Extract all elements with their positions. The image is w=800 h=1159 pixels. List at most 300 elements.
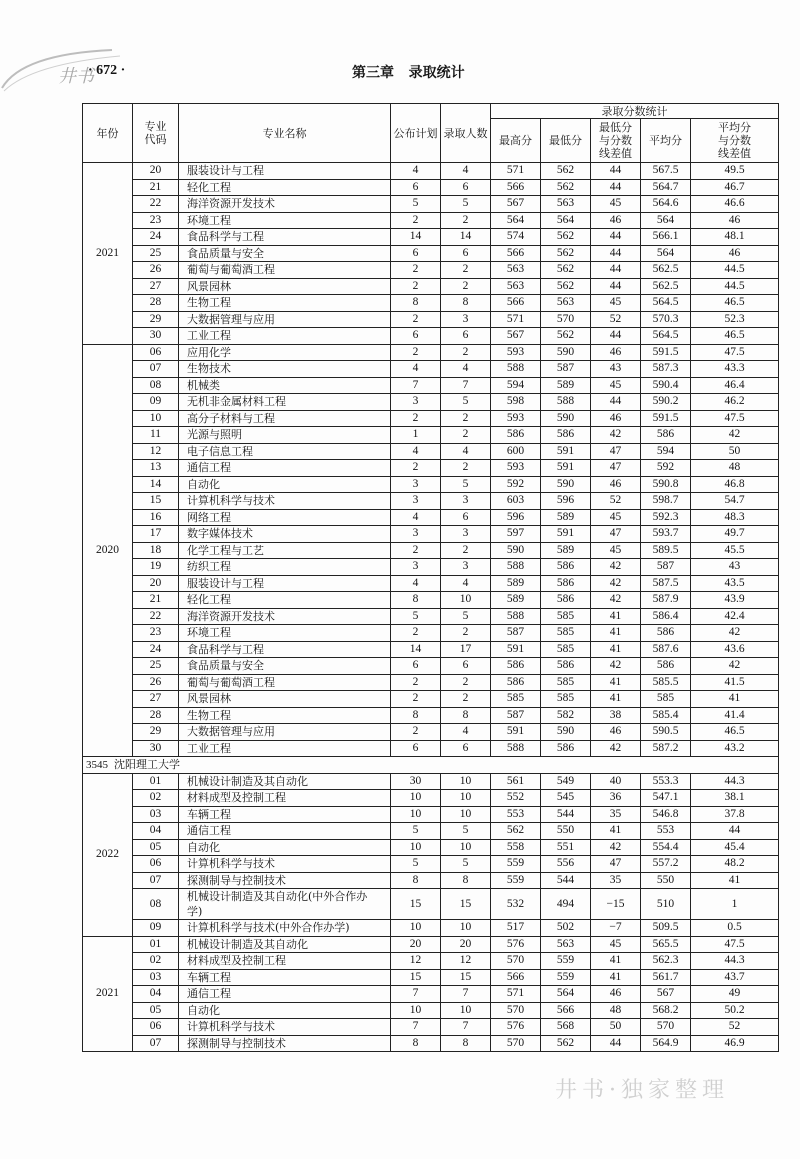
max-score-cell: 591 [491, 724, 541, 741]
plan-count-cell: 2 [391, 625, 441, 642]
max-score-cell: 587 [491, 625, 541, 642]
table-row [83, 344, 779, 361]
min-score-cell: 566 [541, 1002, 591, 1019]
avg-score-cell: 557.2 [641, 856, 691, 873]
avg-score-diff-cell: 48 [691, 460, 779, 477]
avg-score-cell: 550 [641, 872, 691, 889]
major-code-cell: 29 [133, 311, 179, 328]
min-score-diff-cell: 46 [591, 212, 641, 229]
min-score-diff-cell: 36 [591, 790, 641, 807]
avg-score-cell: 592.3 [641, 509, 691, 526]
max-score-cell: 596 [491, 509, 541, 526]
plan-count-cell: 4 [391, 163, 441, 180]
major-name-cell: 机械设计制造及其自动化 [179, 773, 391, 790]
avg-score-diff-cell: 47.5 [691, 410, 779, 427]
major-name-cell: 探测制导与控制技术 [179, 872, 391, 889]
min-score-diff-cell: 35 [591, 872, 641, 889]
max-score-cell: 571 [491, 986, 541, 1003]
max-score-cell: 570 [491, 1035, 541, 1052]
min-score-diff-cell: 41 [591, 691, 641, 708]
min-score-cell: 590 [541, 344, 591, 361]
table-row [83, 986, 779, 1003]
table-row [83, 658, 779, 675]
table-row [83, 707, 779, 724]
major-code-cell: 28 [133, 707, 179, 724]
avg-score-diff-cell: 45.4 [691, 839, 779, 856]
table-row [83, 592, 779, 609]
plan-count-cell: 4 [391, 443, 441, 460]
avg-score-diff-cell: 49.7 [691, 526, 779, 543]
major-code-cell: 17 [133, 526, 179, 543]
major-code-cell: 20 [133, 163, 179, 180]
avg-score-diff-cell: 42 [691, 427, 779, 444]
max-score-cell: 570 [491, 953, 541, 970]
admitted-count-cell: 2 [441, 674, 491, 691]
plan-count-cell: 2 [391, 542, 441, 559]
major-code-cell: 07 [133, 872, 179, 889]
avg-score-diff-cell: 49 [691, 986, 779, 1003]
table-row [83, 196, 779, 213]
max-score-cell: 592 [491, 476, 541, 493]
max-score-cell: 586 [491, 658, 541, 675]
max-score-cell: 589 [491, 592, 541, 609]
min-score-cell: 544 [541, 806, 591, 823]
major-code-cell: 24 [133, 641, 179, 658]
table-row [83, 641, 779, 658]
admitted-count-cell: 7 [441, 377, 491, 394]
major-code-cell: 30 [133, 740, 179, 757]
min-score-cell: 544 [541, 872, 591, 889]
min-score-diff-cell: 41 [591, 969, 641, 986]
school-name: 沈阳理工大学 [114, 757, 180, 771]
min-score-cell: 568 [541, 1019, 591, 1036]
plan-count-cell: 2 [391, 460, 441, 477]
major-code-cell: 07 [133, 1035, 179, 1052]
chapter-title: 第三章 录取统计 [352, 65, 465, 81]
header-row-top [83, 104, 779, 119]
plan-count-cell: 8 [391, 592, 441, 609]
major-code-cell: 06 [133, 856, 179, 873]
admitted-count-cell: 6 [441, 245, 491, 262]
min-score-cell: 563 [541, 936, 591, 953]
min-score-cell: 591 [541, 460, 591, 477]
max-score-cell: 562 [491, 823, 541, 840]
min-score-diff-cell: 46 [591, 344, 641, 361]
admitted-count-cell: 6 [441, 509, 491, 526]
year-cell: 2021 [83, 936, 133, 1052]
min-score-cell: 551 [541, 839, 591, 856]
major-name-cell: 服装设计与工程 [179, 575, 391, 592]
min-score-diff-cell: 46 [591, 410, 641, 427]
major-name-cell: 生物工程 [179, 295, 391, 312]
header-plan: 公布计划 [391, 104, 441, 163]
table-row [83, 262, 779, 279]
max-score-cell: 561 [491, 773, 541, 790]
max-score-cell: 588 [491, 740, 541, 757]
admitted-count-cell: 14 [441, 229, 491, 246]
max-score-cell: 553 [491, 806, 541, 823]
table-row [83, 839, 779, 856]
min-score-cell: 585 [541, 691, 591, 708]
avg-score-cell: 562.5 [641, 262, 691, 279]
plan-count-cell: 4 [391, 575, 441, 592]
plan-count-cell: 8 [391, 872, 441, 889]
table-row [83, 245, 779, 262]
admitted-count-cell: 3 [441, 559, 491, 576]
min-score-diff-cell: 42 [591, 559, 641, 576]
table-row [83, 724, 779, 741]
min-score-cell: 585 [541, 625, 591, 642]
max-score-cell: 559 [491, 856, 541, 873]
avg-score-cell: 567 [641, 986, 691, 1003]
plan-count-cell: 14 [391, 229, 441, 246]
min-score-diff-cell: 46 [591, 724, 641, 741]
major-code-cell: 23 [133, 212, 179, 229]
table-body [83, 163, 779, 1052]
major-code-cell: 23 [133, 625, 179, 642]
major-name-cell: 环境工程 [179, 625, 391, 642]
table-row [83, 953, 779, 970]
max-score-cell: 591 [491, 641, 541, 658]
admitted-count-cell: 8 [441, 872, 491, 889]
avg-score-cell: 564.5 [641, 328, 691, 345]
plan-count-cell: 10 [391, 920, 441, 937]
avg-score-cell: 509.5 [641, 920, 691, 937]
major-name-cell: 机械类 [179, 377, 391, 394]
avg-score-cell: 590.2 [641, 394, 691, 411]
admitted-count-cell: 6 [441, 740, 491, 757]
admitted-count-cell: 5 [441, 196, 491, 213]
plan-count-cell: 10 [391, 790, 441, 807]
major-name-cell: 材料成型及控制工程 [179, 790, 391, 807]
major-code-cell: 04 [133, 986, 179, 1003]
avg-score-cell: 554.4 [641, 839, 691, 856]
table-row [83, 773, 779, 790]
avg-score-cell: 586 [641, 427, 691, 444]
admitted-count-cell: 4 [441, 575, 491, 592]
admitted-count-cell: 15 [441, 889, 491, 920]
admitted-count-cell: 2 [441, 262, 491, 279]
table-row [83, 361, 779, 378]
min-score-diff-cell: 44 [591, 245, 641, 262]
major-name-cell: 葡萄与葡萄酒工程 [179, 674, 391, 691]
plan-count-cell: 8 [391, 707, 441, 724]
plan-count-cell: 6 [391, 328, 441, 345]
major-name-cell: 大数据管理与应用 [179, 311, 391, 328]
avg-score-cell: 586 [641, 658, 691, 675]
min-score-cell: 563 [541, 196, 591, 213]
avg-score-diff-cell: 44.3 [691, 773, 779, 790]
max-score-cell: 570 [491, 1002, 541, 1019]
max-score-cell: 588 [491, 608, 541, 625]
admitted-count-cell: 3 [441, 526, 491, 543]
min-score-diff-cell: 41 [591, 625, 641, 642]
admitted-count-cell: 4 [441, 361, 491, 378]
avg-score-cell: 564.9 [641, 1035, 691, 1052]
major-name-cell: 食品科学与工程 [179, 229, 391, 246]
avg-score-cell: 564 [641, 245, 691, 262]
plan-count-cell: 4 [391, 361, 441, 378]
avg-score-diff-cell: 43.6 [691, 641, 779, 658]
major-name-cell: 生物技术 [179, 361, 391, 378]
plan-count-cell: 2 [391, 344, 441, 361]
avg-score-cell: 567.5 [641, 163, 691, 180]
major-name-cell: 材料成型及控制工程 [179, 953, 391, 970]
avg-score-cell: 553.3 [641, 773, 691, 790]
admitted-count-cell: 10 [441, 1002, 491, 1019]
header-major-code: 专业 代码 [133, 104, 179, 163]
max-score-cell: 588 [491, 559, 541, 576]
admitted-count-cell: 17 [441, 641, 491, 658]
min-score-cell: 549 [541, 773, 591, 790]
max-score-cell: 566 [491, 245, 541, 262]
admission-stats-table [82, 103, 779, 1052]
min-score-diff-cell: 45 [591, 509, 641, 526]
max-score-cell: 598 [491, 394, 541, 411]
plan-count-cell: 3 [391, 526, 441, 543]
major-code-cell: 19 [133, 559, 179, 576]
min-score-cell: 562 [541, 278, 591, 295]
plan-count-cell: 10 [391, 1002, 441, 1019]
avg-score-diff-cell: 46 [691, 245, 779, 262]
admitted-count-cell: 2 [441, 460, 491, 477]
min-score-diff-cell: 42 [591, 740, 641, 757]
plan-count-cell: 2 [391, 691, 441, 708]
major-code-cell: 25 [133, 658, 179, 675]
max-score-cell: 571 [491, 311, 541, 328]
header-min-score: 最低分 [541, 119, 591, 163]
major-code-cell: 08 [133, 889, 179, 920]
major-name-cell: 环境工程 [179, 212, 391, 229]
major-name-cell: 数字媒体技术 [179, 526, 391, 543]
min-score-diff-cell: 43 [591, 361, 641, 378]
min-score-diff-cell: 45 [591, 295, 641, 312]
min-score-diff-cell: −7 [591, 920, 641, 937]
header-admitted: 录取人数 [441, 104, 491, 163]
avg-score-cell: 590.4 [641, 377, 691, 394]
admitted-count-cell: 15 [441, 969, 491, 986]
major-code-cell: 21 [133, 592, 179, 609]
max-score-cell: 564 [491, 212, 541, 229]
header-avg-score: 平均分 [641, 119, 691, 163]
table-header [83, 104, 779, 163]
admitted-count-cell: 4 [441, 724, 491, 741]
admitted-count-cell: 5 [441, 476, 491, 493]
min-score-diff-cell: 41 [591, 608, 641, 625]
plan-count-cell: 6 [391, 179, 441, 196]
plan-count-cell: 5 [391, 856, 441, 873]
min-score-cell: 596 [541, 493, 591, 510]
min-score-cell: 586 [541, 575, 591, 592]
admitted-count-cell: 10 [441, 773, 491, 790]
avg-score-cell: 590.5 [641, 724, 691, 741]
min-score-diff-cell: 42 [591, 839, 641, 856]
max-score-cell: 566 [491, 179, 541, 196]
min-score-diff-cell: 47 [591, 856, 641, 873]
avg-score-diff-cell: 43.2 [691, 740, 779, 757]
max-score-cell: 558 [491, 839, 541, 856]
max-score-cell: 590 [491, 542, 541, 559]
avg-score-diff-cell: 43.3 [691, 361, 779, 378]
avg-score-cell: 591.5 [641, 410, 691, 427]
avg-score-diff-cell: 41.5 [691, 674, 779, 691]
max-score-cell: 585 [491, 691, 541, 708]
admitted-count-cell: 10 [441, 592, 491, 609]
plan-count-cell: 3 [391, 559, 441, 576]
avg-score-diff-cell: 48.2 [691, 856, 779, 873]
major-name-cell: 食品质量与安全 [179, 658, 391, 675]
min-score-diff-cell: 46 [591, 986, 641, 1003]
avg-score-diff-cell: 46.8 [691, 476, 779, 493]
table-row [83, 889, 779, 920]
plan-count-cell: 10 [391, 839, 441, 856]
avg-score-diff-cell: 41 [691, 872, 779, 889]
min-score-diff-cell: 44 [591, 262, 641, 279]
min-score-cell: 590 [541, 410, 591, 427]
avg-score-cell: 562.5 [641, 278, 691, 295]
admitted-count-cell: 2 [441, 278, 491, 295]
avg-score-diff-cell: 46.4 [691, 377, 779, 394]
major-name-cell: 大数据管理与应用 [179, 724, 391, 741]
min-score-diff-cell: 41 [591, 641, 641, 658]
major-name-cell: 葡萄与葡萄酒工程 [179, 262, 391, 279]
plan-count-cell: 2 [391, 410, 441, 427]
avg-score-diff-cell: 43 [691, 559, 779, 576]
min-score-diff-cell: 42 [591, 575, 641, 592]
plan-count-cell: 1 [391, 427, 441, 444]
admitted-count-cell: 8 [441, 295, 491, 312]
table-row [83, 509, 779, 526]
major-name-cell: 高分子材料与工程 [179, 410, 391, 427]
admitted-count-cell: 10 [441, 839, 491, 856]
footer-watermark: 井书·独家整理 [555, 1078, 729, 1103]
min-score-diff-cell: 35 [591, 806, 641, 823]
min-score-cell: 590 [541, 476, 591, 493]
plan-count-cell: 3 [391, 476, 441, 493]
admitted-count-cell: 5 [441, 856, 491, 873]
major-code-cell: 06 [133, 1019, 179, 1036]
max-score-cell: 517 [491, 920, 541, 937]
admitted-count-cell: 6 [441, 179, 491, 196]
avg-score-diff-cell: 48.3 [691, 509, 779, 526]
plan-count-cell: 2 [391, 212, 441, 229]
avg-score-diff-cell: 46.2 [691, 394, 779, 411]
min-score-diff-cell: 42 [591, 592, 641, 609]
admitted-count-cell: 2 [441, 691, 491, 708]
max-score-cell: 567 [491, 328, 541, 345]
min-score-diff-cell: 41 [591, 674, 641, 691]
min-score-diff-cell: 44 [591, 163, 641, 180]
admitted-count-cell: 2 [441, 625, 491, 642]
header-min-diff: 最低分 与分数 线差值 [591, 119, 641, 163]
major-code-cell: 05 [133, 1002, 179, 1019]
max-score-cell: 589 [491, 575, 541, 592]
admitted-count-cell: 2 [441, 344, 491, 361]
major-name-cell: 机械设计制造及其自动化 [179, 936, 391, 953]
plan-count-cell: 3 [391, 493, 441, 510]
min-score-diff-cell: 44 [591, 229, 641, 246]
table-row [83, 872, 779, 889]
min-score-diff-cell: 44 [591, 328, 641, 345]
min-score-cell: 562 [541, 328, 591, 345]
header-year: 年份 [83, 104, 133, 163]
min-score-cell: 559 [541, 953, 591, 970]
avg-score-diff-cell: 46.5 [691, 328, 779, 345]
avg-score-cell: 561.7 [641, 969, 691, 986]
major-name-cell: 计算机科学与技术 [179, 1019, 391, 1036]
table-row [83, 1002, 779, 1019]
avg-score-cell: 564.7 [641, 179, 691, 196]
min-score-cell: 582 [541, 707, 591, 724]
plan-count-cell: 30 [391, 773, 441, 790]
major-code-cell: 15 [133, 493, 179, 510]
major-name-cell: 自动化 [179, 476, 391, 493]
major-code-cell: 26 [133, 674, 179, 691]
avg-score-diff-cell: 41.4 [691, 707, 779, 724]
min-score-cell: 589 [541, 542, 591, 559]
min-score-cell: 494 [541, 889, 591, 920]
major-name-cell: 通信工程 [179, 986, 391, 1003]
min-score-cell: 562 [541, 245, 591, 262]
table-row [83, 427, 779, 444]
major-code-cell: 24 [133, 229, 179, 246]
major-name-cell: 通信工程 [179, 460, 391, 477]
major-code-cell: 13 [133, 460, 179, 477]
plan-count-cell: 10 [391, 806, 441, 823]
avg-score-diff-cell: 46.5 [691, 295, 779, 312]
avg-score-cell: 587.5 [641, 575, 691, 592]
admitted-count-cell: 6 [441, 328, 491, 345]
table-row [83, 806, 779, 823]
max-score-cell: 593 [491, 460, 541, 477]
major-name-cell: 工业工程 [179, 328, 391, 345]
avg-score-cell: 547.1 [641, 790, 691, 807]
major-name-cell: 风景园林 [179, 278, 391, 295]
table-row [83, 212, 779, 229]
header-major-name: 专业名称 [179, 104, 391, 163]
plan-count-cell: 2 [391, 724, 441, 741]
plan-count-cell: 5 [391, 196, 441, 213]
plan-count-cell: 7 [391, 1019, 441, 1036]
avg-score-diff-cell: 44.5 [691, 262, 779, 279]
admitted-count-cell: 6 [441, 658, 491, 675]
logo-text: 井书 [58, 66, 94, 87]
plan-count-cell: 6 [391, 740, 441, 757]
plan-count-cell: 12 [391, 953, 441, 970]
min-score-diff-cell: 42 [591, 658, 641, 675]
header-score-group: 录取分数统计 [491, 104, 779, 119]
plan-count-cell: 20 [391, 936, 441, 953]
table-row [83, 328, 779, 345]
min-score-diff-cell: 47 [591, 443, 641, 460]
major-name-cell: 自动化 [179, 839, 391, 856]
avg-score-cell: 594 [641, 443, 691, 460]
major-code-cell: 30 [133, 328, 179, 345]
major-code-cell: 28 [133, 295, 179, 312]
admitted-count-cell: 8 [441, 1035, 491, 1052]
avg-score-diff-cell: 46 [691, 212, 779, 229]
max-score-cell: 567 [491, 196, 541, 213]
major-name-cell: 车辆工程 [179, 969, 391, 986]
avg-score-cell: 591.5 [641, 344, 691, 361]
avg-score-cell: 566.1 [641, 229, 691, 246]
max-score-cell: 586 [491, 674, 541, 691]
min-score-diff-cell: 38 [591, 707, 641, 724]
admitted-count-cell: 3 [441, 493, 491, 510]
plan-count-cell: 15 [391, 969, 441, 986]
min-score-diff-cell: 42 [591, 427, 641, 444]
max-score-cell: 593 [491, 344, 541, 361]
